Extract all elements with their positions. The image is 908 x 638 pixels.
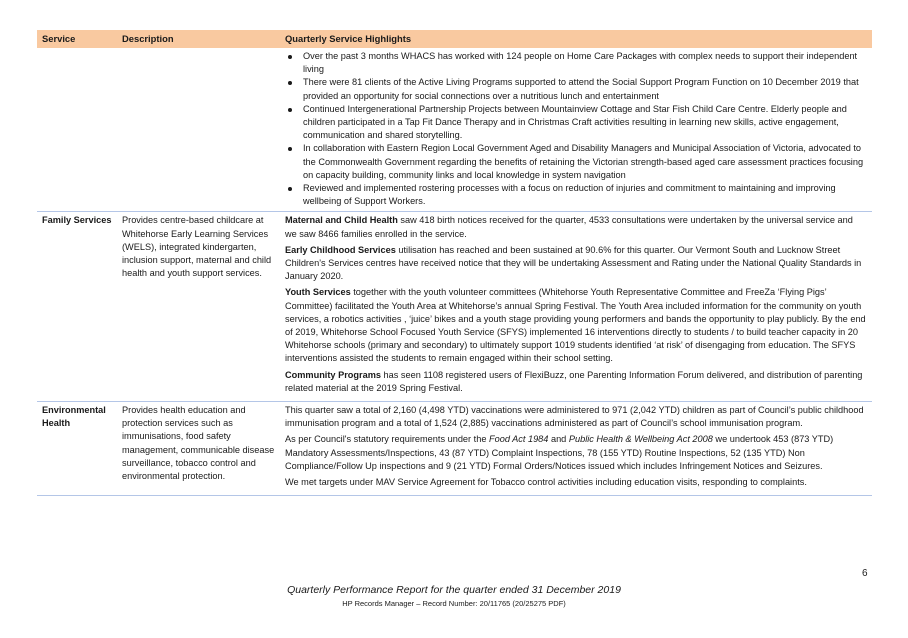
service-name: Family Services <box>37 212 117 402</box>
footer-record-number: HP Records Manager – Record Number: 20/11765 (20/25275 PDF) <box>342 599 566 608</box>
footer-title: Quarterly Performance Report for the quarter ended 31 December 2019 <box>287 584 621 596</box>
description-cell <box>117 48 280 212</box>
highlights-cell <box>280 48 872 212</box>
list-item: There were 81 clients of the Active Living Programs supported to attend the Social Support Program Function on 10 December 2019 that provided an opportunity for social connections over a nutritious lunch and entertainment <box>303 76 867 102</box>
paragraph-text: we undertook 453 (873 YTD) Mandatory Assessments/Inspections, 43 (87 YTD) Complaint Inspections, 78 (155 YTD) Routine Inspections, 52 (135 YTD) Non Compliance/Follow Up inspections and 9 (21 YTD) Formal Orders/Notices issued which includes Infringement Notices and Seizures. <box>285 434 834 471</box>
paragraph: This quarter saw a total of 2,160 (4,498 YTD) vaccinations were administered to 971 (2,042 YTD) children as part of Council’s public childhood immunisation program and a total of 1,524 (2,885) vaccinations administered as part of Council’s school immunisation program. <box>285 405 864 429</box>
highlights-bullet-list <box>285 50 867 208</box>
paragraph <box>285 214 867 240</box>
list-item: Continued Intergenerational Partnership Projects between Mountainview Cottage and Star Fish Child Care Centre. Elderly people and children participated in a Tap Fit Dance Therapy and in Christmas Craft activities resulting in learning new skills, active engagement, communication and shared storytelling. <box>303 103 867 143</box>
page-number: 6 <box>862 568 868 579</box>
paragraph-text: and <box>548 434 569 445</box>
paragraph <box>285 433 867 473</box>
list-item: Over the past 3 months WHACS has worked with 124 people on Home Care Packages with complex needs to support their independent living <box>303 50 867 76</box>
service-name: Environmental Health <box>37 402 117 496</box>
service-cell <box>37 48 117 212</box>
service-description: Provides health education and protection services such as immunisations, food safety management, communicable disease surveillance, tobacco control and environmental protection. <box>117 402 280 496</box>
act-name: Public Health & Wellbeing Act 2008 <box>568 434 713 445</box>
table-row-environmental-health <box>37 402 872 496</box>
header-highlights: Quarterly Service Highlights <box>280 30 872 48</box>
service-highlights-table <box>37 30 872 496</box>
act-name: Food Act 1984 <box>488 434 549 445</box>
paragraph <box>285 369 867 395</box>
paragraph <box>285 286 867 365</box>
highlights-cell <box>280 402 872 496</box>
list-item: In collaboration with Eastern Region Local Government Aged and Disability Managers and Municipal Association of Victoria, advocated to the Commonwealth Government regarding the benefits of retaining the Victorian strength-based aged care assessment practices focusing on capacity building, community links and local knowledge in system navigation <box>303 142 867 182</box>
paragraph-text: together with the youth volunteer committees (Whitehorse Youth Representative Committee and FreeZa ‘Flying Pigs’ Committee) facilitated the Youth Area at Whitehorse’s annual Spring Festival. The Youth Area included information for the community on youth services, a robotics activities , ‘juice’ bikes and a youth stage providing young performers and bands the opportunity to play publicly. By the end of 2019, Whitehorse School Focused Youth Service (SFYS) implemented 16 interventions directly to students / to build teacher capacity in 20 Whitehorse schools (primary and secondary) to ultimately support 1019 students identified ‘at risk’ of disengaging from education. The SFYS interventions assisted the students to remain engaged within their school setting. <box>285 287 866 364</box>
paragraph-lead: Community Programs <box>285 369 381 380</box>
paragraph <box>285 244 867 284</box>
header-service: Service <box>37 30 117 48</box>
table-row <box>37 48 872 212</box>
paragraph-lead: Maternal and Child Health <box>285 215 398 226</box>
paragraph-text: utilisation has reached and been sustained at 90.6% for this quarter. Our Vermont South and Lucknow Street Children's Services centres have received notice that they will be undertaking Assessment and Rating under the National Quality Standards in January 2020. <box>285 244 862 282</box>
table-header-row <box>37 30 872 48</box>
paragraph-text: saw 418 birth notices received for the quarter, 4533 consultations were undertaken by the universal service and we saw 8466 families enrolled in the service. <box>285 215 853 239</box>
header-description: Description <box>117 30 280 48</box>
paragraph-text: As per Council's statutory requirements under the <box>285 434 489 445</box>
service-description: Provides centre-based childcare at Whitehorse Early Learning Services (WELS), integrated kindergarten, inclusion support, maternal and child health and youth support services. <box>117 212 280 402</box>
paragraph-lead: Early Childhood Services <box>285 244 396 255</box>
table-row-family-services <box>37 212 872 402</box>
highlights-cell <box>280 212 872 402</box>
paragraph-lead: Youth Services <box>285 287 351 298</box>
paragraph-text: has seen 1108 registered users of FlexiBuzz, one Parenting Information Forum delivered, and distribution of parenting related material at the 2019 Spring Festival. <box>285 369 863 393</box>
paragraph: We met targets under MAV Service Agreement for Tobacco control activities including education visits, responding to complaints. <box>285 477 807 488</box>
list-item: Reviewed and implemented rostering processes with a focus on reduction of injuries and commitment to maintaining and improving wellbeing of Support Workers. <box>303 182 867 208</box>
